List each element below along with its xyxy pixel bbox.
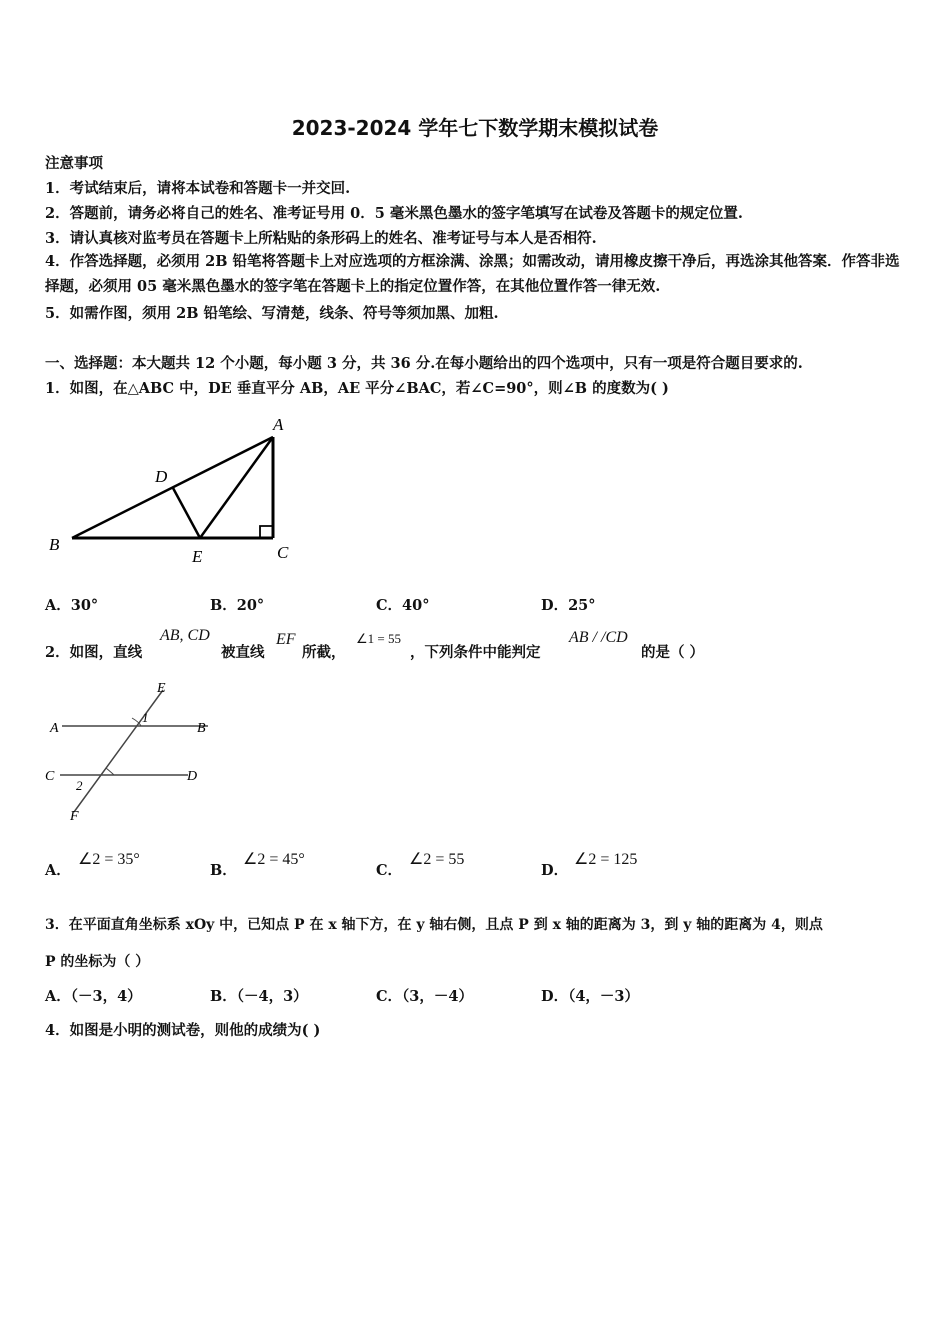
q1-triangle-figure <box>40 410 310 570</box>
angle2-arc <box>106 768 114 775</box>
q4-stem: 4．如图是小明的测试卷，则他的成绩为( ) <box>45 1022 321 1039</box>
q1-option-a: A．30° <box>45 597 99 614</box>
q2-option-a-letter: A． <box>45 862 71 879</box>
notice-item-1: 1．考试结束后，请将本试卷和答题卡一并交回. <box>45 180 351 197</box>
q1-option-d: D．25° <box>541 597 596 614</box>
notice-item-2: 2．答题前，请务必将自己的姓名、准考证号用 0．5 毫米黑色墨水的签字笔填写在试卷及答题卡的规定位置. <box>45 205 743 222</box>
q3-option-d: D．（4，－3） <box>541 988 640 1005</box>
q2-stem-b: 被直线 <box>221 644 265 661</box>
q3-option-c: C．（3，－4） <box>376 988 473 1005</box>
segment-de <box>173 488 200 538</box>
page-title: 2023-2024 学年七下数学期末模拟试卷 <box>291 116 659 140</box>
q2-option-a-math: ∠2 = 35° <box>78 851 140 868</box>
q3-option-a: A．（－3，4） <box>45 988 142 1005</box>
segment-ab <box>72 437 273 538</box>
notice-heading: 注意事项 <box>45 155 103 172</box>
q2-option-d-math: ∠2 = 125 <box>574 851 638 868</box>
q2-stem-d: ，下列条件中能判定 <box>410 644 541 661</box>
q2-option-b-letter: B． <box>210 862 237 879</box>
q2-math-angle1: ∠1 = 55 <box>356 631 401 646</box>
notice-item-4: 4．作答选择题，必须用 2B 铅笔将答题卡上对应选项的方框涂满、涂黑；如需改动，请用橡皮擦干净后，再选涂其他答案．作答非选择题，必须用 05 毫米黑色墨水的签字笔在答题卡上的指定位置作答，在其他位置作答一律无效. <box>45 253 900 295</box>
q2-parallel-lines-figure <box>40 678 220 828</box>
label-b: B <box>49 535 60 554</box>
label-a: A <box>50 721 59 736</box>
label-e: E <box>157 681 166 696</box>
q1-option-b: B．20° <box>210 597 265 614</box>
q3-option-b: B．（－4，3） <box>210 988 308 1005</box>
q2-option-d-letter: D． <box>541 862 569 879</box>
label-e: E <box>192 547 203 566</box>
q2-math-ab-cd: AB, CD <box>160 627 210 644</box>
section-heading: 一、选择题：本大题共 12 个小题，每小题 3 分，共 36 分.在每小题给出的四个选项中，只有一项是符合题目要求的. <box>45 355 803 372</box>
label-d: D <box>187 769 198 784</box>
label-angle-1: 1 <box>142 710 149 725</box>
notice-item-3: 3．请认真核对监考员在答题卡上所粘贴的条形码上的姓名、准考证号与本人是否相符. <box>45 230 597 247</box>
q2-option-c-letter: C． <box>376 862 403 879</box>
q2-option-c-math: ∠2 = 55 <box>409 851 465 868</box>
q2-math-ef: EF <box>276 631 296 648</box>
label-f: F <box>70 809 79 824</box>
label-c: C <box>277 543 289 562</box>
right-angle-mark <box>260 526 273 538</box>
label-d: D <box>155 467 168 486</box>
label-b: B <box>197 721 206 736</box>
q2-math-parallel: AB / /CD <box>569 629 628 646</box>
q1-stem: 1．如图，在△ABC 中，DE 垂直平分 AB，AE 平分∠BAC，若∠C=90°，则∠B 的度数为( ) <box>45 380 669 397</box>
q3-stem-line1: 3．在平面直角坐标系 xOy 中，已知点 P 在 x 轴下方，在 y 轴右侧，且点 P 到 x 轴的距离为 3，到 y 轴的距离为 4，则点 <box>45 917 823 933</box>
q2-stem-c: 所截， <box>302 644 346 661</box>
notice-item-5: 5．如需作图，须用 2B 铅笔绘、写清楚，线条、符号等须加黑、加粗. <box>45 305 499 322</box>
line-ef <box>74 690 163 812</box>
label-c: C <box>45 769 55 784</box>
q2-stem-e: 的是（ ） <box>641 644 705 661</box>
segment-ae <box>200 437 273 538</box>
q3-stem-line2: P 的坐标为（ ） <box>45 954 150 970</box>
q2-stem-a: 2．如图，直线 <box>45 644 143 661</box>
label-a: A <box>273 415 284 434</box>
q2-option-b-math: ∠2 = 45° <box>243 851 305 868</box>
label-angle-2: 2 <box>76 778 83 793</box>
q1-option-c: C．40° <box>376 597 430 614</box>
